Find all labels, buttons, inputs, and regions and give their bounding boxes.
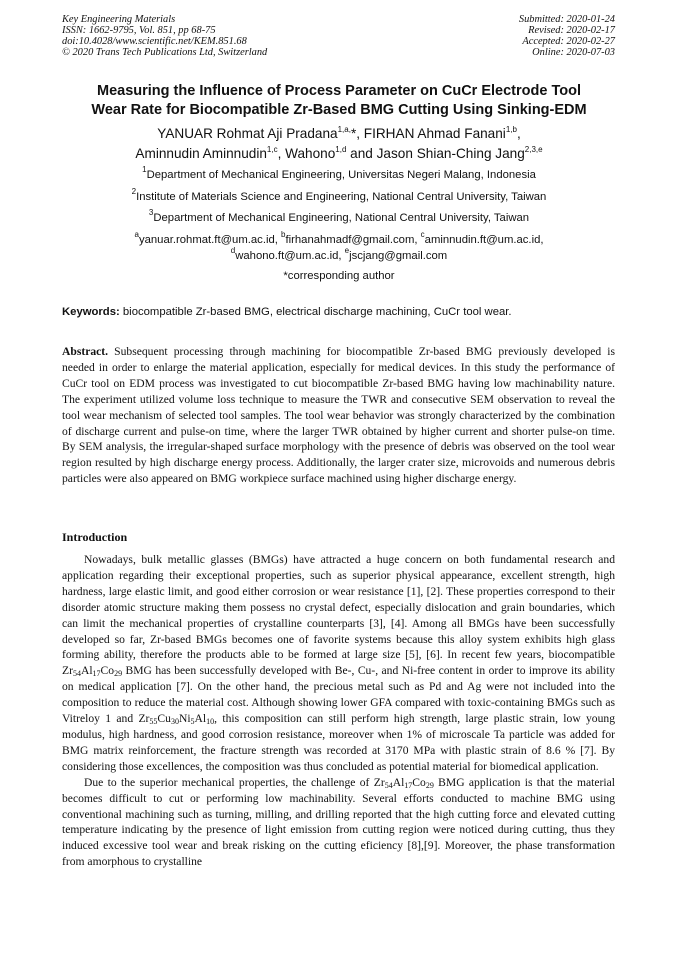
section-heading-introduction: Introduction [62,530,128,544]
journal-doi: doi:10.4028/www.scientific.net/KEM.851.68 [62,36,247,47]
subscript: 29 [425,780,434,790]
title-line-1: Measuring the Influence of Process Parameter on CuCr Electrode Tool [97,83,581,99]
subscript: 17 [92,669,101,679]
element-symbol: Ni [178,712,191,726]
author-4-affil: 1,d [335,145,347,154]
element-symbol: Zr [138,712,150,726]
paragraph-2 [62,775,615,870]
date-revised: Revised: 2020-02-17 [528,25,615,36]
keywords-text: biocompatible Zr-based BMG, electrical discharge machining, CuCr tool wear. [119,306,512,318]
affiliation-1-text: Department of Mechanical Engineering, Universitas Negeri Malang, Indonesia [146,169,536,181]
journal-name: Key Engineering Materials [62,14,176,25]
email-c: aminnudin.ft@um.ac.id, [424,234,544,246]
submission-dates [519,14,615,58]
formula-zr55cu30ni5al10 [138,712,214,725]
date-accepted: Accepted: 2020-02-27 [522,36,615,47]
email-list [40,232,638,264]
author-1: YANUAR Rohmat Aji Pradana [157,126,338,141]
affiliation-1 [40,167,638,183]
element-symbol: Zr [62,664,73,678]
subscript: 55 [149,717,158,727]
subscript: 17 [404,780,413,790]
author-3-affil: 1,c [266,145,278,154]
email-b-marker: b [281,230,286,239]
email-c-marker: c [420,230,425,239]
author-line-1 [30,124,648,144]
element-symbol: Zr [373,775,385,789]
affiliation-2-number: 2 [131,187,137,196]
formula-zr54al17co29 [374,776,434,789]
subscript: 29 [114,669,123,679]
author-3: Aminnudin Aminnudin [135,146,267,161]
journal-copyright: © 2020 Trans Tech Publications Ltd, Switzerland [62,47,268,58]
abstract [62,344,615,487]
email-a-marker: a [134,230,139,239]
subscript: 54 [72,669,81,679]
title-line-2: Wear Rate for Biocompatible Zr-Based BMG Cutting Using Sinking-EDM [91,102,587,118]
author-5-affil: 2,3,e [524,145,543,154]
email-e-marker: e [344,246,350,255]
paragraph-1-text-b: BMG has been successfully developed with Be-, Cu-, and Ni-free content in order to improve its ability on medical application [7]. On the other hand, the precious metal such as Pd and Ag were not included into the composition to reduce the material cost. Although showing lower GFA compared with toxic-containing BMGs such as Vitreloy 1 and [62,664,615,726]
affiliation-3-number: 3 [148,208,154,217]
email-line-1 [40,232,638,248]
introduction-body [62,552,615,870]
element-symbol: Co [412,775,426,789]
journal-issn: ISSN: 1662-9795, Vol. 851, pp 68-75 [62,25,216,36]
abstract-label: Abstract. [62,345,109,358]
journal-info [62,14,267,58]
author-2-affil: 1,b [505,125,517,134]
element-symbol: Al [392,775,405,789]
element-symbol: Al [80,664,93,678]
subscript: 30 [170,717,179,727]
author-5: and Jason Shian-Ching Jang [346,146,525,161]
subscript: 5 [190,717,195,727]
date-online: Online: 2020-07-03 [532,47,615,58]
email-b: firhanahmadf@gmail.com, [285,234,421,246]
element-symbol: Al [194,712,207,726]
subscript: 10 [206,717,215,727]
paragraph-1 [62,552,615,775]
abstract-text: Subsequent processing through machining for biocompatible Zr-based BMG previously developed is needed in order to enlarge the material application, especially for medical devices. In this study the performance of CuCr tool on EDM process was investigated to cut biocompatible Zr-based BMG having low machinability nature. The experiment utilized volume loss technique to measure the TWR and consecutive SEM observation to reveal the tool wear mechanism of selected tool samples. The tool wear behavior was strongly characterized by the combination of discharge current and pulse-on time, where the larger TWR obtained by higher current and shorter pulse-on time. By SEM analysis, the irregular-shaped surface morphology with the presence of debris was observed on the tool wear region resulted by high discharge energy process. Additionally, the larger crater size, microvoids and numerous debris particles were also appeared on BMG workpiece surface machined using higher discharge energy. [62,345,615,486]
corresponding-author-note: *corresponding author [283,270,395,282]
author-list [30,124,648,164]
affiliation-3 [40,210,638,226]
email-line-2 [40,248,638,264]
paragraph-1-text-a: Nowadays, bulk metallic glasses (BMGs) have attracted a huge concern on both fundamental research and application regarding their exceptional properties, such as superior physical appearance, excellent strength, high hardness, large elastic limit, and good either corrosion or wear resistance [1], [2]. These properties correspond to their disorder atomic structure making them possess no crystal defect, especially dislocation and grain boundaries, which can limit the mechanical properties of crystalline counterparts [3], [4]. Among all BMGs have been successfully developed so far, Zr-based BMGs becomes one of favorite systems because this alloy system exhibits high glass forming ability, therefore the products able to be formed at large size [5], [6]. In recent few years, biocompatible [62,553,615,662]
email-e: jscjang@gmail.com [349,250,448,262]
author-separator: , [516,126,521,141]
formula-zr54al17co29 [62,664,122,677]
author-4: , Wahono [277,146,336,161]
element-symbol: Cu [157,712,171,726]
keywords-label: Keywords: [62,306,120,318]
corresponding-star: * [350,126,357,141]
paper-title [40,82,638,120]
author-line-2 [30,144,648,164]
paragraph-1-text-c: , this composition can still perform high strength, large plastic strain, low young modulus, high hardness, and good corrosion resistance, moreover when 1% of microscale Ta particle was added for BMG matrix reinforcement, the fracture strength was recorded at 3170 MPa with plastic strain of 8.6 % [7]. By considering those excellences, the composition was thus concluded as potential material for biomedical application. [62,712,615,773]
author-1-affil: 1,a, [337,125,351,134]
affiliation-3-text: Department of Mechanical Engineering, National Central University, Taiwan [153,212,530,224]
paragraph-2-text-a: Due to the superior mechanical properties, the challenge of [84,775,374,789]
date-submitted: Submitted: 2020-01-24 [518,14,615,25]
affiliation-2 [40,189,638,205]
email-d: wahono.ft@um.ac.id, [235,250,345,262]
paragraph-2-text-b: BMG application is that the material becomes difficult to cut or performing low machinability. Several efforts conducted to machine BMG using conventional machining such as turning, milling, and drilling reported that the high cutting force and elevated cutting temperature indicating by the presence of light emission from cutting region were noticed during cutting, thus they induced excessive tool wear and break risking on the cutting eficiency [8],[9]. Moreover, the phase transformation from amorphous to crystalline [62,775,615,869]
affiliation-2-text: Institute of Materials Science and Engineering, National Central University, Taiwan [136,191,547,203]
keywords [62,305,622,319]
email-a: yanuar.rohmat.ft@um.ac.id, [138,234,282,246]
affiliation-1-number: 1 [142,165,147,174]
email-d-marker: d [230,246,236,255]
subscript: 54 [384,780,393,790]
element-symbol: Co [100,664,115,678]
author-2: , FIRHAN Ahmad Fanani [356,126,506,141]
